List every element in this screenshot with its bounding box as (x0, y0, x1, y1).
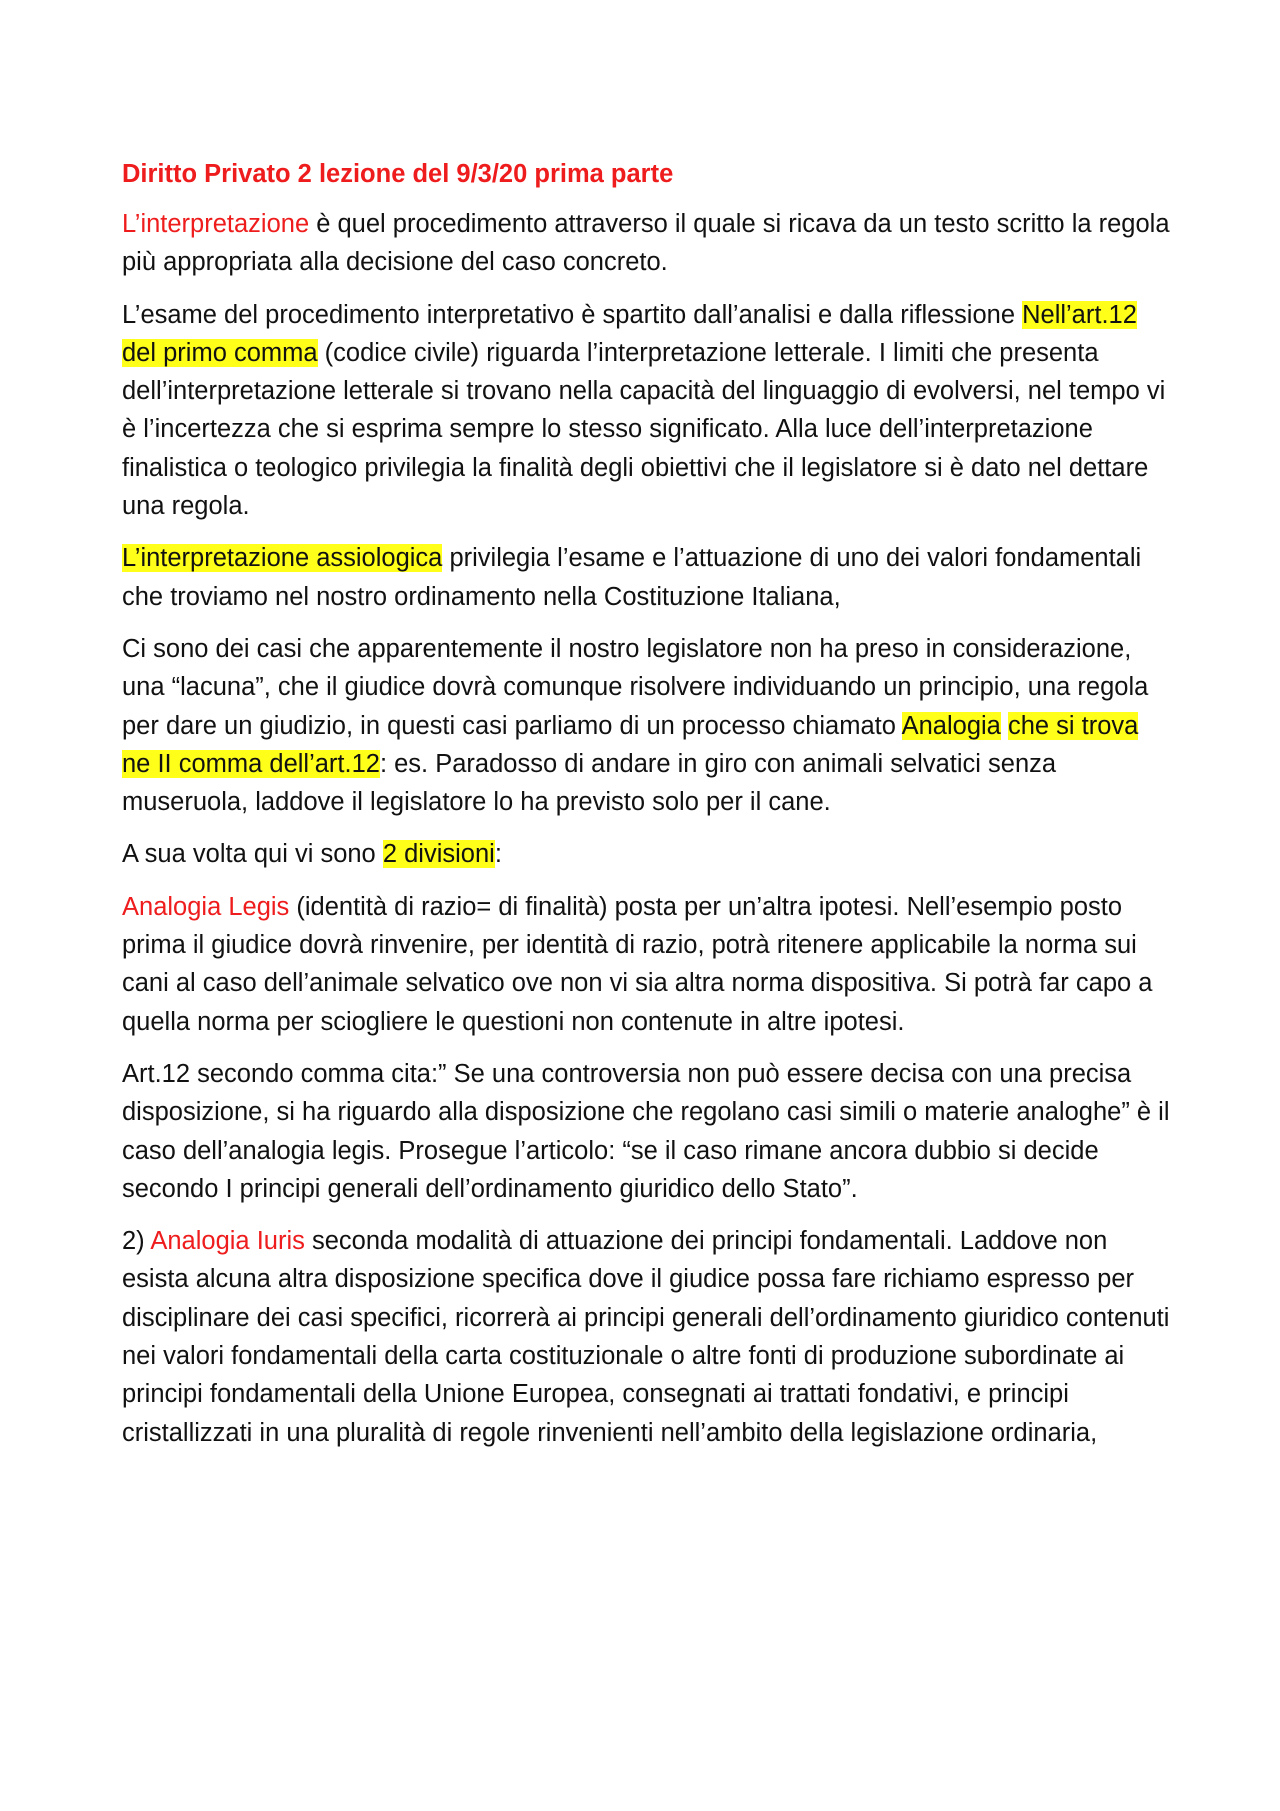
list-number: 2) (122, 1227, 151, 1256)
paragraph-text: : es. Paradosso di andare in giro con animali selvatici senza museruola, laddove il legislatore lo ha previsto solo per il cane. (122, 749, 1057, 817)
term-interpretazione: L’interpretazione (122, 210, 310, 238)
paragraph-text: (identità di razio= di finalità) posta per un’altra ipotesi. Nell’esempio posto prima il giudice dovrà rinvenire, per identità di razio, potrà ritenere applicabile la norma sui cani al caso dell’animale selvatico ove non vi sia altra norma dispositiva. Si potrà far capo a quella norma per sciogliere le questioni non contenute in altre ipotesi. (122, 892, 1153, 1036)
document-title: Diritto Privato 2 lezione del 9/3/20 prima parte (122, 160, 674, 188)
paragraph-assiologica (122, 539, 1170, 616)
paragraph-letterale (122, 296, 1170, 526)
paragraph-interpretazione (122, 205, 1170, 282)
paragraph-text: (codice civile) riguarda l’interpretazione letterale. I limiti che presenta dell’interpretazione letterale si trovano nella capacità del linguaggio di evolversi, nel tempo vi è l’incertezza che si esprima sempre lo stesso significato. Alla luce dell’interpretazione finalistica o teologico privilegia la finalità degli obiettivi che il legislatore si è dato nel dettare una regola. (122, 338, 1166, 521)
paragraph-text: Ci sono dei casi che apparentemente il nostro legislatore non ha preso in considerazione, una “lacuna”, che il giudice dovrà comunque risolvere individuando un principio, una regola per dare un giudizio, in questi casi parliamo di un processo chiamato (122, 634, 1149, 740)
paragraph-text: è quel procedimento attraverso il quale si ricava da un testo scritto la regola più appropriata alla decisione del caso concreto. (122, 210, 1170, 277)
highlight-art12: Nell’art.12 (1022, 300, 1137, 329)
highlight-divisioni: 2 divisioni (382, 840, 495, 869)
term-analogia-iuris: Analogia Iuris (150, 1227, 305, 1256)
paragraph-analogia-legis (122, 888, 1170, 1041)
paragraph-text: seconda modalità di attuazione dei principi fondamentali. Laddove non esista alcuna altra disposizione specifica dove il giudice possa fare richiamo espresso per disciplinare dei casi specifici, ricorrerà ai principi generali dell’ordinamento giuridico contenuti nei valori fondamentali della carta costituzionale o altre fonti di produzione subordinate ai principi fondamentali della Unione Europea, consegnati ai trattati fondativi, e principi cristallizzati in una pluralità di regole rinvenienti nell’ambito della legislazione ordinaria, (122, 1227, 1170, 1447)
paragraph-analogia-iuris (122, 1222, 1170, 1452)
paragraph-art12-citazione (122, 1055, 1170, 1208)
highlight-ii-comma: che si trova ne II comma dell’art.12 (122, 711, 1139, 778)
highlight-assiologica: L’interpretazione assiologica (122, 544, 443, 573)
paragraph-text: : (494, 840, 502, 869)
paragraph-text: privilegia l’esame e l’attuazione di uno dei valori fondamentali che troviamo nel nostro ordinamento nella Costituzione Italiana, (122, 544, 1142, 611)
paragraph-text: A sua volta qui vi sono (122, 840, 383, 869)
highlight-primo-comma: del primo comma (122, 338, 318, 367)
highlight-analogia: Analogia (901, 711, 1001, 740)
paragraph-divisioni (122, 835, 1170, 873)
term-analogia-legis: Analogia Legis (122, 892, 290, 921)
paragraph-text: Art.12 secondo comma cita:” Se una controversia non può essere decisa con una precisa disposizione, si ha riguardo alla disposizione che regolano casi simili o materie analoghe” è il caso dell’analogia legis. Prosegue l’articolo: “se il caso rimane ancora dubbio si decide secondo I principi generali dell’ordinamento giuridico dello Stato”. (122, 1059, 1170, 1203)
paragraph-analogia (122, 630, 1170, 821)
paragraph-text: L’esame del procedimento interpretativo è spartito dall’analisi e dalla riflessione (122, 300, 1023, 329)
